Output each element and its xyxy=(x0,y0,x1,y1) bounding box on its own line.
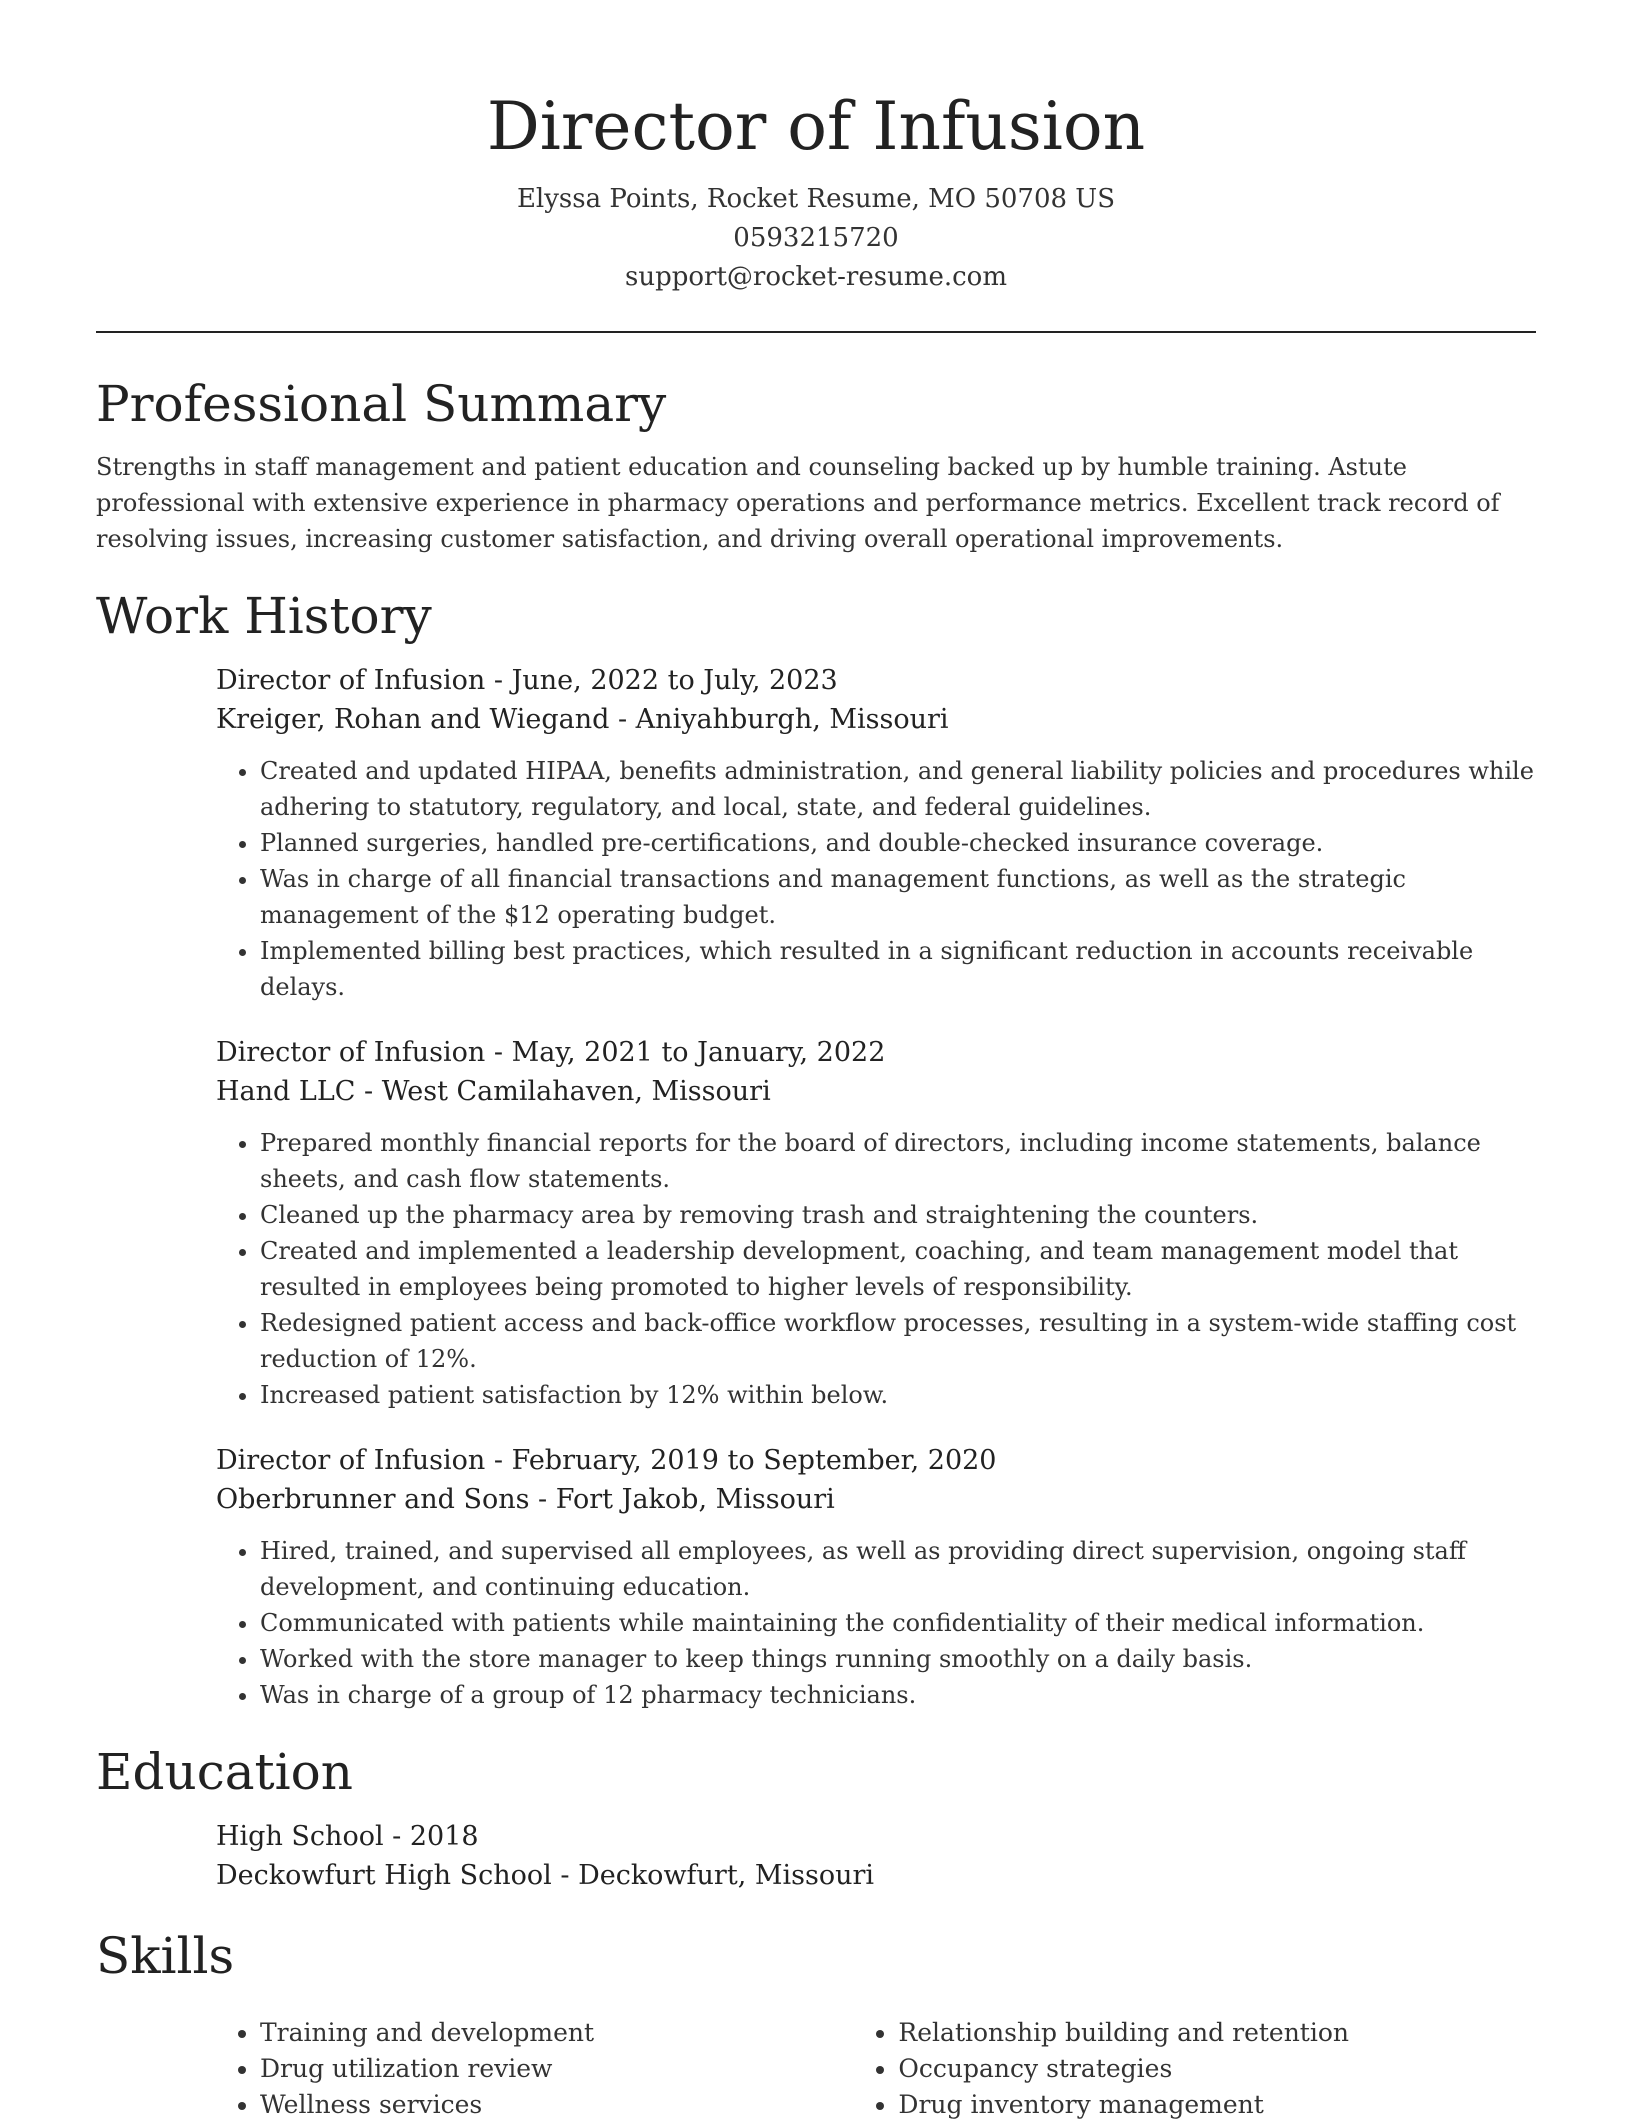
summary-text: Strengths in staff management and patient education and counseling backed up by humble training. Astute professional with extensive experience in pharmacy operations and performance metrics. Excellent track record of resolving issues, increasing customer satisfaction, and driving overall operational improvements. xyxy=(96,453,1500,553)
job-bullets xyxy=(216,1125,1536,1413)
contact-address: Elyssa Points, Rocket Resume, MO 50708 US xyxy=(516,184,1116,214)
resume-page xyxy=(96,0,1536,2123)
skills-section xyxy=(96,1925,1536,2123)
job-role-line: Director of Infusion - June, 2022 to July, 2023 xyxy=(216,665,838,696)
list-item: • Planned surgeries, handled pre-certifications, and double-checked insurance coverage. xyxy=(260,825,1536,861)
contact-block xyxy=(96,180,1536,297)
summary-heading: Professional Summary xyxy=(96,375,667,433)
list-item: • Worked with the store manager to keep things running smoothly on a daily basis. xyxy=(260,1641,1536,1677)
list-item: • Drug utilization review xyxy=(260,2051,854,2087)
list-item: • Drug inventory management xyxy=(898,2087,1536,2123)
skills-list-left xyxy=(216,2015,854,2123)
contact-phone: 0593215720 xyxy=(733,223,899,253)
list-item: • Increased patient satisfaction by 12% within below. xyxy=(260,1377,1536,1413)
list-item: • Cleaned up the pharmacy area by removing trash and straightening the counters. xyxy=(260,1197,1536,1233)
education-heading: Education xyxy=(96,1743,353,1801)
list-item: • Implemented billing best practices, which resulted in a significant reduction in accounts receivable delays. xyxy=(260,933,1536,1005)
list-item: • Was in charge of a group of 12 pharmacy technicians. xyxy=(260,1677,1536,1713)
summary-section xyxy=(96,373,1536,557)
work-history-heading: Work History xyxy=(96,587,432,645)
job-entry xyxy=(216,1441,1536,1713)
resume-title: Director of Infusion xyxy=(486,88,1146,165)
skills-heading: Skills xyxy=(96,1927,235,1985)
skills-list-right xyxy=(854,2015,1536,2123)
job-bullets xyxy=(216,1533,1536,1713)
job-company-line: Oberbrunner and Sons - Fort Jakob, Missouri xyxy=(216,1484,835,1515)
education-section xyxy=(96,1741,1536,1895)
list-item: • Created and implemented a leadership development, coaching, and team management model that resulted in employees being promoted to higher levels of responsibility. xyxy=(260,1233,1536,1305)
job-entry xyxy=(216,661,1536,1005)
list-item: • Created and updated HIPAA, benefits administration, and general liability policies and procedures while adhering to statutory, regulatory, and local, state, and federal guidelines. xyxy=(260,753,1536,825)
education-degree-line: High School - 2018 xyxy=(216,1821,479,1852)
contact-email: support@rocket-resume.com xyxy=(624,262,1007,292)
resume-header xyxy=(96,0,1536,297)
job-company-line: Kreiger, Rohan and Wiegand - Aniyahburgh, Missouri xyxy=(216,704,949,735)
list-item: • Redesigned patient access and back-office workflow processes, resulting in a system-wide staffing cost reduction of 12%. xyxy=(260,1305,1536,1377)
job-company-line: Hand LLC - West Camilahaven, Missouri xyxy=(216,1076,771,1107)
work-history-section xyxy=(96,585,1536,1713)
job-bullets xyxy=(216,753,1536,1005)
skills-columns xyxy=(216,2001,1536,2123)
list-item: • Communicated with patients while maintaining the confidentiality of their medical information. xyxy=(260,1605,1536,1641)
list-item: • Wellness services xyxy=(260,2087,854,2123)
list-item: • Occupancy strategies xyxy=(898,2051,1536,2087)
list-item: • Was in charge of all financial transactions and management functions, as well as the strategic management of the $12 operating budget. xyxy=(260,861,1536,933)
job-entry xyxy=(216,1033,1536,1413)
education-school-line: Deckowfurt High School - Deckowfurt, Missouri xyxy=(216,1860,875,1891)
job-role-line: Director of Infusion - May, 2021 to January, 2022 xyxy=(216,1037,886,1068)
education-entry xyxy=(216,1817,1536,1895)
list-item: • Relationship building and retention xyxy=(898,2015,1536,2051)
list-item: • Training and development xyxy=(260,2015,854,2051)
header-divider xyxy=(96,331,1536,333)
list-item: • Prepared monthly financial reports for the board of directors, including income statements, balance sheets, and cash flow statements. xyxy=(260,1125,1536,1197)
job-role-line: Director of Infusion - February, 2019 to September, 2020 xyxy=(216,1445,997,1476)
list-item: • Hired, trained, and supervised all employees, as well as providing direct supervision, ongoing staff development, and continuing education. xyxy=(260,1533,1536,1605)
